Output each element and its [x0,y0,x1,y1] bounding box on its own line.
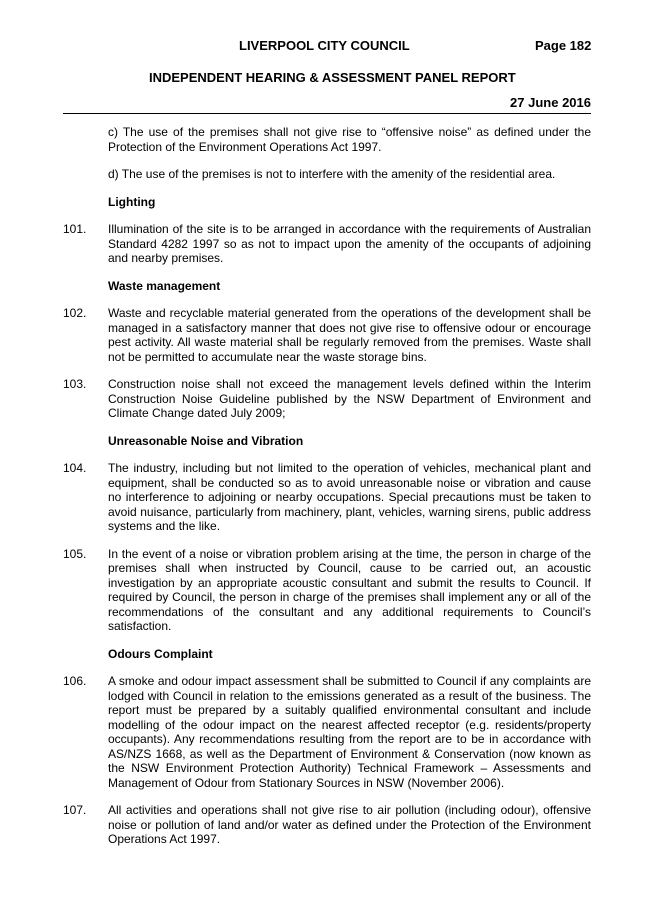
council-name: LIVERPOOL CITY COUNCIL [239,38,410,53]
condition-number: 104. [63,461,87,475]
condition-c: c) The use of the premises shall not give rise to “offensive noise” as defined under the Protection of the Environment Operations Act 1997. [108,125,591,154]
section-heading-lighting: Lighting [108,194,156,209]
condition-item [63,377,591,421]
condition-item [63,461,591,534]
condition-number: 102. [63,306,87,320]
condition-text: Illumination of the site is to be arranged in accordance with the requirements of Australian Standard 4282 1997 so as not to impact upon the amenity of the occupants of adjoining and nearby premises. [108,222,591,265]
report-date: 27 June 2016 [510,95,591,110]
condition-text: The industry, including but not limited to the operation of vehicles, mechanical plant and equipment, shall be conducted so as to avoid unreasonable noise or vibration and cause no interference to adjoining or nearby occupations. Special precautions must be taken to avoid nuisance, particularly from machinery, plant, vehicles, warning sirens, public address systems and the like. [108,461,591,533]
condition-number: 101. [63,222,87,236]
condition-item [63,222,591,266]
document-body [63,125,591,860]
condition-text: All activities and operations shall not give rise to air pollution (including odour), offensive noise or pollution of land and/or water as defined under the Protection of the Environment Operations Act 1997. [108,803,591,846]
condition-number: 106. [63,674,87,688]
condition-number: 103. [63,377,87,391]
condition-number: 105. [63,546,87,561]
condition-number: 107. [63,803,87,817]
page-number: Page 182 [535,38,592,53]
condition-d: d) The use of the premises is not to interfere with the amenity of the residential area. [108,167,556,181]
condition-text: In the event of a noise or vibration problem arising at the time, the person in charge of the premises shall when instructed by Council, cause to be carried out, an acoustic investigation by an appropriate acoustic consultant and submit the results to Council. If required by Council, the person in charge of the premises shall implement any or all of the recommendations of the consultant and any additional requirements to Council’s satisfaction. [108,546,591,633]
condition-text: Waste and recyclable material generated from the operations of the development shall be managed in a satisfactory manner that does not give rise to offensive odour or encourage pest activity. All waste material shall be regularly removed from the premises. Waste shall not be permitted to accumulate near the waste storage bins. [108,306,591,364]
header-divider [63,113,591,114]
section-heading-waste: Waste management [108,278,221,293]
section-heading-odours: Odours Complaint [108,646,213,661]
condition-item [63,803,591,847]
condition-item [63,674,591,790]
section-heading-noise: Unreasonable Noise and Vibration [108,433,304,448]
condition-text: A smoke and odour impact assessment shall be submitted to Council if any complaints are lodged with Council in relation to the emissions generated as a result of the business. The report must be prepared by a suitably qualified environmental consultant and include modelling of the odour impact on the nearest affected receptor (e.g. residents/property occupants). Any recommendations resulting from the report are to be in accordance with AS/NZS 1668, as well as the Department of Environment & Conservation (now known as the NSW Environment Protection Authority) Technical Framework – Assessments and Management of Odour from Stationary Sources in NSW (November 2006). [108,674,591,790]
condition-item [63,547,591,634]
condition-text: Construction noise shall not exceed the management levels defined within the Interim Construction Noise Guideline published by the NSW Department of Environment and Climate Change dated July 2009; [108,377,591,420]
report-title: INDEPENDENT HEARING & ASSESSMENT PANEL REPORT [149,70,516,85]
condition-item [63,306,591,364]
